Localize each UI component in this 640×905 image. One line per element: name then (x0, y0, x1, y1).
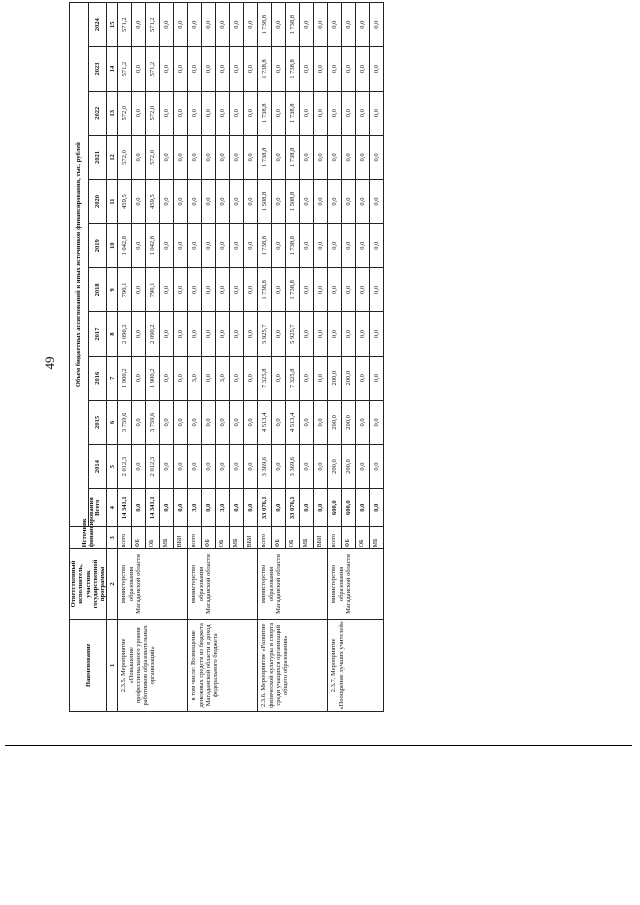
page-number: 49 (42, 356, 57, 370)
year-value-cell: 200,0 (342, 444, 356, 488)
header-total: Всего (88, 489, 107, 527)
year-value-cell: 0,0 (300, 135, 314, 179)
year-value-cell: 0,0 (244, 400, 258, 444)
year-value-cell: 0,0 (132, 400, 146, 444)
year-value-cell: 0,0 (132, 356, 146, 400)
year-value-cell: 0,0 (300, 268, 314, 312)
year-value-cell: 0,0 (370, 268, 384, 312)
year-value-cell: 1 738,8 (258, 47, 272, 91)
year-value-cell: 0,0 (216, 135, 230, 179)
year-value-cell: 0,0 (328, 179, 342, 223)
year-value-cell: 572,0 (146, 135, 160, 179)
header-volume: Объем бюджетных ассигнований и иных источников финансирования, тыс. рублей (70, 3, 89, 527)
year-value-cell: 0,0 (300, 179, 314, 223)
year-value-cell: 1 900,2 (146, 356, 160, 400)
year-value-cell: 0,0 (132, 224, 146, 268)
year-value-cell: 0,0 (160, 47, 174, 91)
year-value-cell: 2 012,3 (118, 444, 132, 488)
year-value-cell: 200,0 (342, 356, 356, 400)
year-value-cell: 0,0 (174, 444, 188, 488)
year-value-cell: 0,0 (300, 312, 314, 356)
year-value-cell: 0,0 (132, 444, 146, 488)
year-value-cell: 0,0 (202, 444, 216, 488)
year-value-cell: 0,0 (342, 224, 356, 268)
total-cell: 3,0 (188, 489, 202, 527)
year-value-cell: 0,0 (272, 47, 286, 91)
year-value-cell: 0,0 (202, 3, 216, 47)
year-value-cell: 0,0 (342, 3, 356, 47)
year-value-cell: 0,0 (370, 224, 384, 268)
year-value-cell: 0,0 (300, 224, 314, 268)
year-value-cell: 0,0 (370, 444, 384, 488)
year-value-cell: 0,0 (356, 356, 370, 400)
responsible-executor: министерство образования Магаданской области (188, 549, 258, 619)
year-value-cell: 1 738,8 (258, 224, 272, 268)
year-value-cell: 0,0 (314, 91, 328, 135)
funding-source: МБ (370, 527, 384, 549)
table-row (118, 3, 132, 712)
year-value-cell: 571,2 (146, 47, 160, 91)
year-value-cell: 0,0 (188, 400, 202, 444)
year-value-cell: 0,0 (314, 444, 328, 488)
year-value-cell: 0,0 (202, 179, 216, 223)
year-value-cell: 0,0 (314, 179, 328, 223)
year-value-cell: 0,0 (356, 179, 370, 223)
year-value-cell: 0,0 (272, 268, 286, 312)
year-value-cell: 0,0 (132, 3, 146, 47)
year-value-cell: 1 738,8 (258, 135, 272, 179)
year-value-cell: 1 738,8 (286, 3, 300, 47)
year-value-cell: 459,5 (118, 179, 132, 223)
year-value-cell: 1 042,8 (118, 224, 132, 268)
responsible-executor: министерство образования Магаданской области (258, 549, 328, 619)
header-year: 2017 (88, 312, 107, 356)
table-row (188, 3, 202, 712)
year-value-cell: 0,0 (328, 268, 342, 312)
col-number: 9 (107, 268, 118, 312)
header-year: 2015 (88, 400, 107, 444)
year-value-cell: 0,0 (216, 224, 230, 268)
funding-source: всего (328, 527, 342, 549)
col-number: 12 (107, 135, 118, 179)
year-value-cell: 0,0 (244, 312, 258, 356)
header-year: 2014 (88, 444, 107, 488)
year-value-cell: 0,0 (314, 312, 328, 356)
activity-name: 2.3.5. Мероприятие «Повышение профессионального уровня работников образовательных организаций» (118, 619, 188, 711)
year-value-cell: 0,0 (216, 47, 230, 91)
year-value-cell: 790,1 (118, 268, 132, 312)
year-value-cell: 0,0 (370, 179, 384, 223)
year-value-cell: 0,0 (300, 400, 314, 444)
funding-source: ОБ (356, 527, 370, 549)
year-value-cell: 0,0 (314, 400, 328, 444)
year-value-cell: 3,0 (216, 356, 230, 400)
funding-source: ФБ (342, 527, 356, 549)
year-value-cell: 0,0 (160, 224, 174, 268)
year-value-cell: 0,0 (356, 91, 370, 135)
year-value-cell: 0,0 (342, 135, 356, 179)
year-value-cell: 1 508,8 (286, 179, 300, 223)
total-cell: 0,0 (272, 489, 286, 527)
year-value-cell: 1 738,8 (286, 91, 300, 135)
year-value-cell: 0,0 (328, 91, 342, 135)
funding-source: ФБ (202, 527, 216, 549)
year-value-cell: 1 738,8 (286, 47, 300, 91)
year-value-cell: 0,0 (314, 268, 328, 312)
budget-table-container (69, 2, 627, 712)
year-value-cell: 7 325,8 (258, 356, 272, 400)
year-value-cell: 0,0 (272, 3, 286, 47)
year-value-cell: 0,0 (202, 47, 216, 91)
year-value-cell: 0,0 (342, 268, 356, 312)
year-value-cell: 0,0 (188, 312, 202, 356)
funding-source: ФБ (272, 527, 286, 549)
total-cell: 0,0 (314, 489, 328, 527)
year-value-cell: 0,0 (160, 444, 174, 488)
year-value-cell: 0,0 (160, 312, 174, 356)
year-value-cell: 1 508,8 (258, 179, 272, 223)
year-value-cell: 572,0 (146, 91, 160, 135)
header-year: 2018 (88, 268, 107, 312)
year-value-cell: 0,0 (160, 91, 174, 135)
page-divider (5, 745, 632, 746)
year-value-cell: 0,0 (216, 91, 230, 135)
year-value-cell: 0,0 (370, 356, 384, 400)
total-cell: 0,0 (356, 489, 370, 527)
responsible-executor: министерство образования Магаданской области (328, 549, 384, 619)
year-value-cell: 2 012,3 (146, 444, 160, 488)
year-value-cell: 0,0 (202, 91, 216, 135)
year-value-cell: 0,0 (202, 312, 216, 356)
year-value-cell: 4 513,4 (286, 400, 300, 444)
year-value-cell: 1 900,2 (118, 356, 132, 400)
col-number: 6 (107, 400, 118, 444)
table-body (118, 3, 384, 712)
year-value-cell: 0,0 (370, 312, 384, 356)
year-value-cell: 0,0 (132, 91, 146, 135)
year-value-cell: 0,0 (272, 135, 286, 179)
col-number: 3 (107, 527, 118, 549)
year-value-cell: 0,0 (272, 312, 286, 356)
year-value-cell: 790,1 (146, 268, 160, 312)
year-value-cell: 0,0 (356, 135, 370, 179)
total-cell: 600,0 (328, 489, 342, 527)
year-value-cell: 0,0 (160, 400, 174, 444)
year-value-cell: 0,0 (342, 47, 356, 91)
year-value-cell: 0,0 (356, 3, 370, 47)
year-value-cell: 0,0 (174, 356, 188, 400)
header-year: 2020 (88, 179, 107, 223)
year-value-cell: 2 090,2 (118, 312, 132, 356)
year-value-cell: 0,0 (314, 135, 328, 179)
year-value-cell: 0,0 (328, 3, 342, 47)
year-value-cell: 0,0 (272, 224, 286, 268)
col-number: 5 (107, 444, 118, 488)
year-value-cell: 0,0 (188, 47, 202, 91)
year-value-cell: 572,0 (118, 135, 132, 179)
year-value-cell: 5 925,7 (258, 312, 272, 356)
total-cell: 0,0 (132, 489, 146, 527)
total-cell: 0,0 (174, 489, 188, 527)
funding-source: МБ (230, 527, 244, 549)
year-value-cell: 0,0 (370, 91, 384, 135)
header-year: 2023 (88, 47, 107, 91)
total-cell: 0,0 (300, 489, 314, 527)
year-value-cell: 0,0 (272, 356, 286, 400)
year-value-cell: 0,0 (174, 179, 188, 223)
activity-name: 2.3.7. Мероприятие «Поощрение лучших учителей» (328, 619, 384, 711)
funding-source: ФБ (132, 527, 146, 549)
year-value-cell: 0,0 (356, 444, 370, 488)
year-value-cell: 2 090,2 (146, 312, 160, 356)
year-value-cell: 0,0 (230, 179, 244, 223)
year-value-cell: 0,0 (216, 444, 230, 488)
year-value-cell: 3 759,6 (146, 400, 160, 444)
year-value-cell: 0,0 (230, 91, 244, 135)
year-value-cell: 0,0 (132, 47, 146, 91)
year-value-cell: 572,0 (118, 91, 132, 135)
year-value-cell: 0,0 (216, 3, 230, 47)
total-cell: 0,0 (370, 489, 384, 527)
year-value-cell: 0,0 (188, 3, 202, 47)
year-value-cell: 1 738,8 (258, 268, 272, 312)
col-number: 1 (107, 619, 118, 711)
year-value-cell: 0,0 (328, 135, 342, 179)
year-value-cell: 1 738,8 (286, 268, 300, 312)
year-value-cell: 0,0 (300, 356, 314, 400)
year-value-cell: 0,0 (174, 400, 188, 444)
year-value-cell: 0,0 (370, 400, 384, 444)
year-value-cell: 1 738,8 (286, 135, 300, 179)
col-number: 11 (107, 179, 118, 223)
responsible-executor: министерство образования Магаданской области (118, 549, 188, 619)
col-number: 8 (107, 312, 118, 356)
year-value-cell: 0,0 (188, 135, 202, 179)
year-value-cell: 0,0 (230, 3, 244, 47)
year-value-cell: 3 369,6 (258, 444, 272, 488)
year-value-cell: 0,0 (174, 224, 188, 268)
total-cell: 0,0 (244, 489, 258, 527)
year-value-cell: 0,0 (174, 135, 188, 179)
col-number: 4 (107, 489, 118, 527)
year-value-cell: 0,0 (342, 179, 356, 223)
year-value-cell: 0,0 (370, 47, 384, 91)
year-value-cell: 0,0 (230, 312, 244, 356)
year-value-cell: 0,0 (272, 179, 286, 223)
header-year: 2022 (88, 91, 107, 135)
year-value-cell: 571,2 (146, 3, 160, 47)
year-value-cell: 0,0 (370, 135, 384, 179)
year-value-cell: 0,0 (244, 179, 258, 223)
year-value-cell: 1 738,8 (286, 224, 300, 268)
year-value-cell: 0,0 (174, 3, 188, 47)
funding-source: ОБ (146, 527, 160, 549)
col-number: 10 (107, 224, 118, 268)
year-value-cell: 0,0 (244, 47, 258, 91)
year-value-cell: 0,0 (216, 312, 230, 356)
year-value-cell: 0,0 (230, 268, 244, 312)
year-value-cell: 571,2 (118, 3, 132, 47)
year-value-cell: 1 738,8 (258, 91, 272, 135)
year-value-cell: 0,0 (188, 268, 202, 312)
total-cell: 33 076,1 (286, 489, 300, 527)
year-value-cell: 0,0 (272, 400, 286, 444)
year-value-cell: 0,0 (202, 268, 216, 312)
year-value-cell: 0,0 (230, 444, 244, 488)
year-value-cell: 0,0 (174, 47, 188, 91)
total-cell: 0,0 (230, 489, 244, 527)
year-value-cell: 0,0 (328, 224, 342, 268)
year-value-cell: 0,0 (356, 312, 370, 356)
col-number: 13 (107, 91, 118, 135)
year-value-cell: 0,0 (230, 400, 244, 444)
year-value-cell: 0,0 (370, 3, 384, 47)
header-source: Источник финансирования (70, 527, 107, 549)
year-value-cell: 0,0 (160, 3, 174, 47)
year-value-cell: 0,0 (188, 224, 202, 268)
year-value-cell: 4 513,4 (258, 400, 272, 444)
year-value-cell: 0,0 (160, 179, 174, 223)
year-value-cell: 3 369,6 (286, 444, 300, 488)
year-value-cell: 0,0 (244, 356, 258, 400)
funding-source: всего (188, 527, 202, 549)
year-value-cell: 0,0 (328, 47, 342, 91)
year-value-cell: 0,0 (356, 47, 370, 91)
table-row (258, 3, 272, 712)
year-value-cell: 0,0 (244, 3, 258, 47)
year-value-cell: 0,0 (244, 135, 258, 179)
funding-source: ВБИ (244, 527, 258, 549)
year-value-cell: 0,0 (216, 179, 230, 223)
year-value-cell: 571,2 (118, 47, 132, 91)
header-year: 2024 (88, 3, 107, 47)
activity-name: в том числе: Возмещение денежных средств из бюджета Магаданской области в доход федерального бюджета (188, 619, 258, 711)
total-cell: 14 341,1 (146, 489, 160, 527)
year-value-cell: 0,0 (230, 224, 244, 268)
year-value-cell: 0,0 (244, 224, 258, 268)
year-value-cell: 0,0 (300, 444, 314, 488)
year-value-cell: 200,0 (328, 400, 342, 444)
total-cell: 33 076,1 (258, 489, 272, 527)
year-value-cell: 0,0 (132, 135, 146, 179)
header-responsible: Ответственный исполнитель, участник государственной программы (70, 549, 107, 619)
year-value-cell: 200,0 (328, 356, 342, 400)
col-number: 2 (107, 549, 118, 619)
year-value-cell: 3,0 (188, 356, 202, 400)
year-value-cell: 200,0 (328, 444, 342, 488)
funding-source: МБ (160, 527, 174, 549)
year-value-cell: 0,0 (272, 444, 286, 488)
column-number-row (107, 3, 118, 712)
year-value-cell: 0,0 (160, 356, 174, 400)
header-year: 2016 (88, 356, 107, 400)
year-value-cell: 0,0 (174, 91, 188, 135)
funding-source: ВБИ (314, 527, 328, 549)
year-value-cell: 0,0 (202, 224, 216, 268)
year-value-cell: 0,0 (132, 268, 146, 312)
year-value-cell: 0,0 (314, 47, 328, 91)
year-value-cell: 0,0 (244, 444, 258, 488)
year-value-cell: 0,0 (230, 47, 244, 91)
year-value-cell: 200,0 (342, 400, 356, 444)
total-cell: 0,0 (202, 489, 216, 527)
year-value-cell: 1 738,8 (258, 3, 272, 47)
year-value-cell: 0,0 (132, 179, 146, 223)
year-value-cell: 0,0 (356, 268, 370, 312)
year-value-cell: 0,0 (356, 400, 370, 444)
year-value-cell: 0,0 (230, 356, 244, 400)
year-value-cell: 0,0 (160, 135, 174, 179)
total-cell: 3,0 (216, 489, 230, 527)
funding-source: всего (118, 527, 132, 549)
year-value-cell: 0,0 (216, 400, 230, 444)
funding-source: ОБ (286, 527, 300, 549)
col-number: 7 (107, 356, 118, 400)
year-value-cell: 0,0 (314, 356, 328, 400)
year-value-cell: 0,0 (300, 91, 314, 135)
year-value-cell: 0,0 (174, 268, 188, 312)
total-cell: 0,0 (160, 489, 174, 527)
year-value-cell: 0,0 (342, 312, 356, 356)
header-year: 2019 (88, 224, 107, 268)
year-value-cell: 0,0 (188, 444, 202, 488)
year-value-cell: 0,0 (188, 91, 202, 135)
year-value-cell: 0,0 (160, 268, 174, 312)
year-value-cell: 0,0 (328, 312, 342, 356)
year-value-cell: 0,0 (202, 356, 216, 400)
table-row (328, 3, 342, 712)
total-cell: 600,0 (342, 489, 356, 527)
year-value-cell: 459,5 (146, 179, 160, 223)
header-name: Наименование (70, 619, 107, 711)
year-value-cell: 0,0 (272, 91, 286, 135)
year-value-cell: 0,0 (300, 3, 314, 47)
col-number: 14 (107, 47, 118, 91)
year-value-cell: 1 042,8 (146, 224, 160, 268)
year-value-cell: 0,0 (244, 268, 258, 312)
year-value-cell: 0,0 (314, 224, 328, 268)
funding-source: ОБ (216, 527, 230, 549)
year-value-cell: 0,0 (216, 268, 230, 312)
year-value-cell: 0,0 (314, 3, 328, 47)
funding-source: всего (258, 527, 272, 549)
funding-source: МБ (300, 527, 314, 549)
year-value-cell: 0,0 (342, 91, 356, 135)
header-year: 2021 (88, 135, 107, 179)
year-value-cell: 0,0 (244, 91, 258, 135)
year-value-cell: 3 759,6 (118, 400, 132, 444)
year-value-cell: 7 325,8 (286, 356, 300, 400)
year-value-cell: 0,0 (132, 312, 146, 356)
year-value-cell: 0,0 (356, 224, 370, 268)
year-value-cell: 0,0 (300, 47, 314, 91)
funding-source: ВБИ (174, 527, 188, 549)
year-value-cell: 0,0 (202, 400, 216, 444)
total-cell: 14 341,1 (118, 489, 132, 527)
budget-table (69, 2, 384, 712)
year-value-cell: 0,0 (174, 312, 188, 356)
year-value-cell: 0,0 (202, 135, 216, 179)
col-number: 15 (107, 3, 118, 47)
year-value-cell: 5 925,7 (286, 312, 300, 356)
year-value-cell: 0,0 (188, 179, 202, 223)
activity-name: 2.3.6. Мероприятие «Развитие физической культуры и спорта среди учащихся организаций общего образования» (258, 619, 328, 711)
year-value-cell: 0,0 (230, 135, 244, 179)
